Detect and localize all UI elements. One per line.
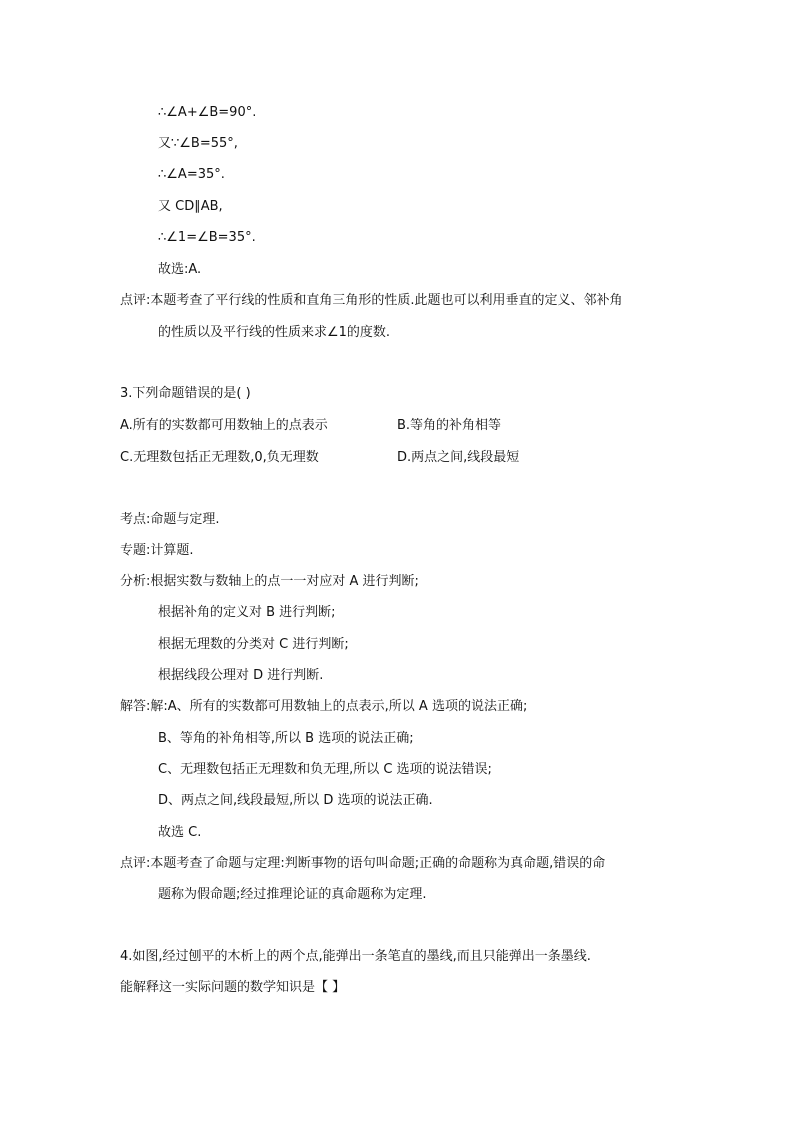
answer-line: 故选 C. <box>158 825 202 840</box>
answer-line <box>120 699 527 715</box>
comment-text: 本题考查了平行线的性质和直角三角形的性质.此题也可以利用垂直的定义、邻补角 <box>150 293 623 308</box>
analysis-label: 分析: <box>120 574 151 589</box>
option-a: A.所有的实数都可用数轴上的点表示 <box>120 418 328 433</box>
question-stem: 3.下列命题错误的是( ) <box>120 386 251 401</box>
answer-line: D、两点之间,线段最短,所以 D 选项的说法正确. <box>158 793 433 808</box>
solution-line: ∴∠A+∠B=90°. <box>158 105 257 120</box>
comment-line: 的性质以及平行线的性质来求∠1的度数. <box>158 325 391 340</box>
question-stem: 能解释这一实际问题的数学知识是【 】 <box>120 980 346 995</box>
option-b: B.等角的补角相等 <box>397 418 502 433</box>
analysis-line: 根据无理数的分类对 C 进行判断; <box>158 637 349 652</box>
answer-line: B、等角的补角相等,所以 B 选项的说法正确; <box>158 731 414 746</box>
solution-line: 故选:A. <box>158 262 202 277</box>
analysis-line: 根据线段公理对 D 进行判断. <box>158 668 324 683</box>
comment-label: 点评: <box>120 856 151 871</box>
answer-text: 解:A、所有的实数都可用数轴上的点表示,所以 A 选项的说法正确; <box>150 699 528 714</box>
analysis-line: 根据补角的定义对 B 进行判断; <box>158 605 336 620</box>
zhuanti-line: 专题:计算题. <box>120 543 194 558</box>
option-d: D.两点之间,线段最短 <box>397 450 520 465</box>
solution-line: 又∵∠B=55°, <box>158 136 238 151</box>
analysis-line <box>120 574 419 590</box>
kaodian-line: 考点:命题与定理. <box>120 512 220 527</box>
question-stem: 4.如图,经过刨平的木析上的两个点,能弹出一条笔直的墨线,而且只能弹出一条墨线. <box>120 949 591 964</box>
solution-line: 又 CD∥AB, <box>158 199 223 214</box>
comment-line <box>120 293 623 309</box>
analysis-text: 根据实数与数轴上的点一一对应对 A 进行判断; <box>150 574 419 589</box>
comment-text: 本题考查了命题与定理:判断事物的语句叫命题;正确的命题称为真命题,错误的命 <box>150 856 606 871</box>
comment-label: 点评: <box>120 293 151 308</box>
answer-label: 解答: <box>120 699 151 714</box>
answer-line: C、无理数包括正无理数和负无理,所以 C 选项的说法错误; <box>158 762 492 777</box>
comment-line <box>120 856 605 872</box>
comment-line: 题称为假命题;经过推理论证的真命题称为定理. <box>158 887 427 902</box>
solution-line: ∴∠1=∠B=35°. <box>158 230 256 245</box>
solution-line: ∴∠A=35°. <box>158 167 225 182</box>
option-c: C.无理数包括正无理数,0,负无理数 <box>120 450 319 465</box>
